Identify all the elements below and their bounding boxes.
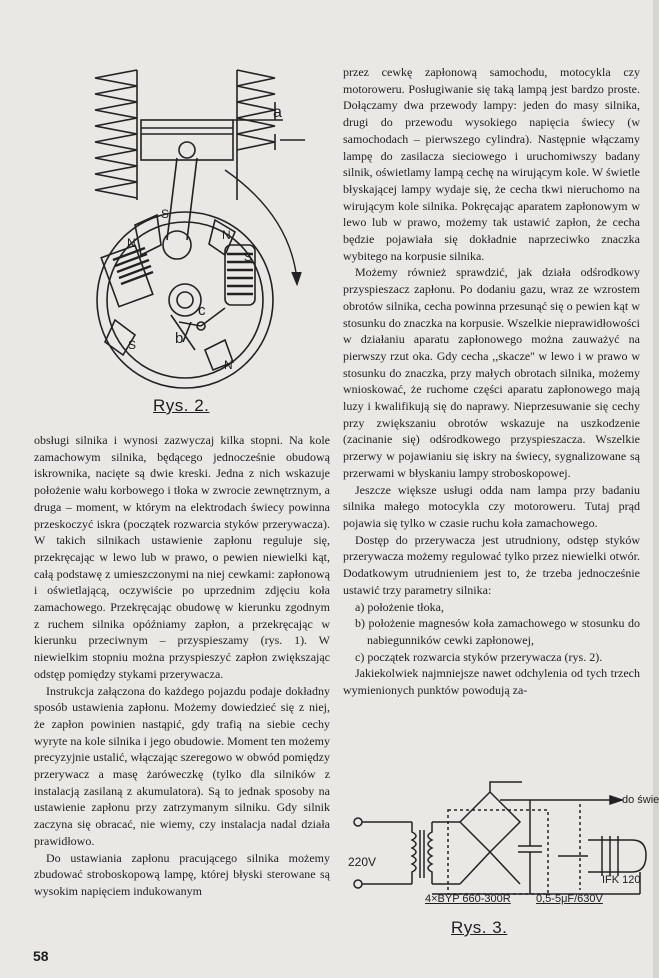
figure-3-lamp-label: IFK 120 — [602, 874, 641, 886]
figure-2-label-s3: S — [128, 338, 137, 352]
figure-2-label-n3: N — [224, 358, 233, 372]
figure-3-diode-label: 4×BYP 660-300R — [425, 893, 511, 905]
figure-3-circuit-diagram — [340, 780, 659, 910]
left-column — [34, 432, 330, 900]
left-paragraph-2: Instrukcja załączona do każdego pojazdu podaje dokładny sposób ustawienia zapłonu. Możemy dowiedzieć się z niej, że zapłon powinien nastąpić, gdy trafią na siebie cechy wyryte na kole silnika i jego obudowie. Moment ten możemy precyzyjnie ustalić, włączając szeregowo w obwód pomiędzy przerywacz a masę żaróweczkę (tylko dla silników z instalacją zasilaną z akumulatora). Są to jednak sposoby na ustawienie zapłonu przy zatrzymanym silniku. Gdy silnik zaczyna się obracać, nie wiemy, czy instalacja nadal działa prawidłowo. — [34, 683, 330, 848]
list-item: b) położenie magnesów koła zamachowego w stosunku do nabiegunników cewki zapłonowej, — [355, 616, 640, 647]
page-number: 58 — [33, 948, 49, 964]
figure-2-label-s2: S — [244, 250, 253, 264]
list-item: c) początek rozwarcia styków przerywacza (rys. 2). — [355, 649, 603, 664]
figure-2-ignition-diagram — [75, 50, 315, 395]
figure-2-label-n: N — [127, 236, 136, 250]
right-column — [343, 64, 640, 699]
figure-3-capacitor-label: 0,5-5μF/630V — [536, 893, 603, 905]
parameter-list — [343, 599, 640, 666]
right-paragraph-5: Jakiekolwiek najmniejsze nawet odchylenia od tych trzech wymienionych punktów powodują za- — [343, 666, 640, 698]
figure-3-voltage-label: 220V — [348, 855, 377, 869]
left-paragraph-1: obsługi silnika i wynosi zazwyczaj kilka stopni. Na kole zamachowym silnika, będącego jednocześnie obudową iskrownika, nacięte są dwie kreski. Jedna z nich wskazuje położenie wału korbowego i tłoka w zwrocie zewnętrznym, a druga – moment, w którym na elektrodach świecy powinna przeskoczyć iskra (początek rozwarcia styków przerywacza). W takich silnikach ustawienie zapłonu reguluje się, przekręcając w lewo lub w prawo, o pewien niewielki kąt, całą podstawę z umieszczonymi na niej cewkami: zapłonową i oświetlającą, oczywiście po uprzednim zdjęciu koła zamachowego. Przekręcając obudowę w kierunku zgodnym z ruchem silnika opóźniamy zapłon, a przekręcając w kierunku przeciwnym – przyspieszamy (rys. 1). W niewielkim stopniu można przyspieszyć zapłon zwiększając odstęp pomiędzy stykami przerywacza. — [34, 433, 330, 681]
right-paragraph-3: Jeszcze większe usługi odda nam lampa przy badaniu silnika małego motocykla czy motoroweru. Tutaj prąd pojawia się tylko w czasie ruchu koła zamachowego. — [343, 482, 640, 530]
figure-2-label-n2: N — [222, 228, 231, 242]
figure-2-label-b: b — [175, 330, 184, 347]
right-paragraph-1: przez cewkę zapłonową samochodu, motocykla czy motoroweru. Posługiwanie się taką lampą jest bardzo proste. Dołączamy dwa przewody lampy: jeden do masy silnika, drugi do przewodu wysokiego napięcia świecy (w samochodach – pierwszego cylindra). Następnie włączamy lampę do zasilacza sieciowego i uruchomiwszy badany silnik, oświetlamy lampą cechę na wirującym kole. W świetle błyskającej lampy wydaje się, że cecha tkwi nieruchomo na wirującym kole silnika. Pokręcając aparatem zapłonowym w lewo lub w prawo, możemy tak ustawić zapłon, że cecha będzie pojawiała się dokładnie naprzeciwko znaczka wybitego na korpusie silnika. — [343, 65, 640, 263]
figure-2-label-c: c — [198, 302, 206, 319]
figure-2-label-s: S — [161, 207, 170, 221]
list-item: a) położenie tłoka, — [355, 599, 444, 614]
figure-2-label-a: a — [273, 104, 282, 121]
right-paragraph-2: Możemy również sprawdzić, jak działa odśrodkowy przyspieszacz zapłonu. Po dodaniu gazu, wraz ze wzrostem obrotów silnika, cecha powinna przesunąć się o pewien kąt w stosunku do znaczka na korpusie. Wszelkie nieprawidłowości w działaniu aparatu zapłonowego można zauważyć na pierwszy rzut oka. Gdy cecha ,,skacze'' w lewo i w prawo w stosunku do znaczka, przy małych obrotach silnika, możemy wnioskować, że ruchome części aparatu zapłonowego mają luzy i kwalifikują się do naprawy. Nieprzesuwanie się cechy przy zwiększaniu obrotów wskazuje na uszkodzenie (zacinanie się) odśrodkowego przyspieszacza. Wszelkie przerwy w pojawianiu się iskry na świecy, sygnalizowane są przerwami w błyskaniu lampy stroboskopowej. — [343, 265, 640, 480]
right-paragraph-4: Dostęp do przerywacza jest utrudniony, odstęp styków przerywacza możemy regulować tylko przez niewielki otwór. Dodatkowym utrudnieniem jest to, że trzeba jednocześnie ustawić trzy parametry silnika: — [343, 532, 640, 597]
figure-2-caption: Rys. 2. — [153, 396, 210, 415]
figure-3-caption: Rys. 3. — [451, 918, 508, 937]
left-paragraph-3: Do ustawiania zapłonu pracującego silnika możemy zbudować stroboskopową lampę, której błyski sterowane są wysokim napięciem indukowanym — [34, 850, 330, 898]
figure-3-spark-plug-label: do świe — [622, 794, 659, 806]
